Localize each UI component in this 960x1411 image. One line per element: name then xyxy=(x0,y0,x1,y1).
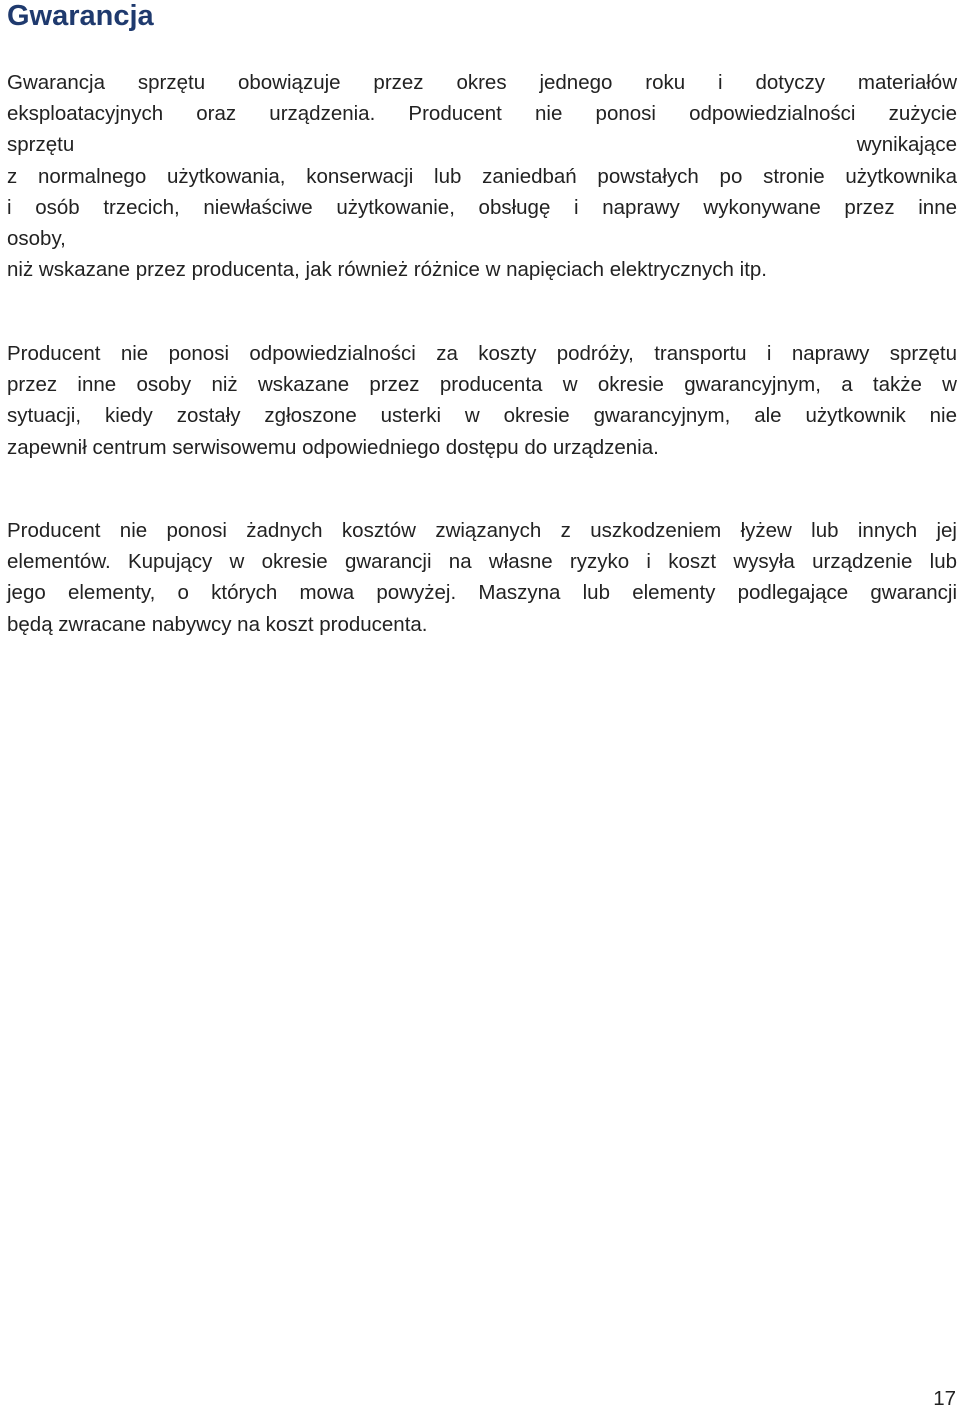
text-line: elementów. Kupujący w okresie gwarancji na własne ryzyko i koszt wysyła urządzenie lub xyxy=(7,550,957,574)
text-line: osoby, xyxy=(7,227,66,251)
text-line: sytuacji, kiedy zostały zgłoszone usterki w okresie gwarancyjnym, ale użytkownik nie xyxy=(7,404,957,428)
warranty-paragraph-2 xyxy=(7,338,957,463)
text-line: eksploatacyjnych oraz urządzenia. Producent nie ponosi odpowiedzialności zużycie xyxy=(7,102,957,126)
warranty-paragraph-3 xyxy=(7,515,957,640)
warranty-paragraph-1 xyxy=(7,67,957,285)
text-line: z normalnego użytkowania, konserwacji lub zaniedbań powstałych po stronie użytkownika xyxy=(7,164,957,188)
text-line: niż wskazane przez producenta, jak również różnice w napięciach elektrycznych itp. xyxy=(7,258,768,282)
page-title: Gwarancja xyxy=(7,0,154,32)
text-line: będą zwracane nabywcy na koszt producenta. xyxy=(7,612,428,636)
text-line: Gwarancja sprzętu obowiązuje przez okres jednego roku i dotyczy materiałów xyxy=(7,71,957,94)
document-page xyxy=(7,0,957,636)
text-line: Producent nie ponosi odpowiedzialności za koszty podróży, transportu i naprawy sprzętu xyxy=(7,342,957,365)
page-number: 17 xyxy=(933,1387,956,1410)
text-line: sprzętu wynikające xyxy=(7,133,957,157)
text-line: Producent nie ponosi żadnych kosztów związanych z uszkodzeniem łyżew lub innych jej xyxy=(7,519,957,542)
text-line: zapewnił centrum serwisowemu odpowiedniego dostępu do urządzenia. xyxy=(7,435,659,459)
text-line: i osób trzecich, niewłaściwe użytkowanie, obsługę i naprawy wykonywane przez inne xyxy=(7,195,957,219)
text-line: jego elementy, o których mowa powyżej. Maszyna lub elementy podlegające gwarancji xyxy=(7,581,957,605)
text-line: przez inne osoby niż wskazane przez producenta w okresie gwarancyjnym, a także w xyxy=(7,373,957,397)
